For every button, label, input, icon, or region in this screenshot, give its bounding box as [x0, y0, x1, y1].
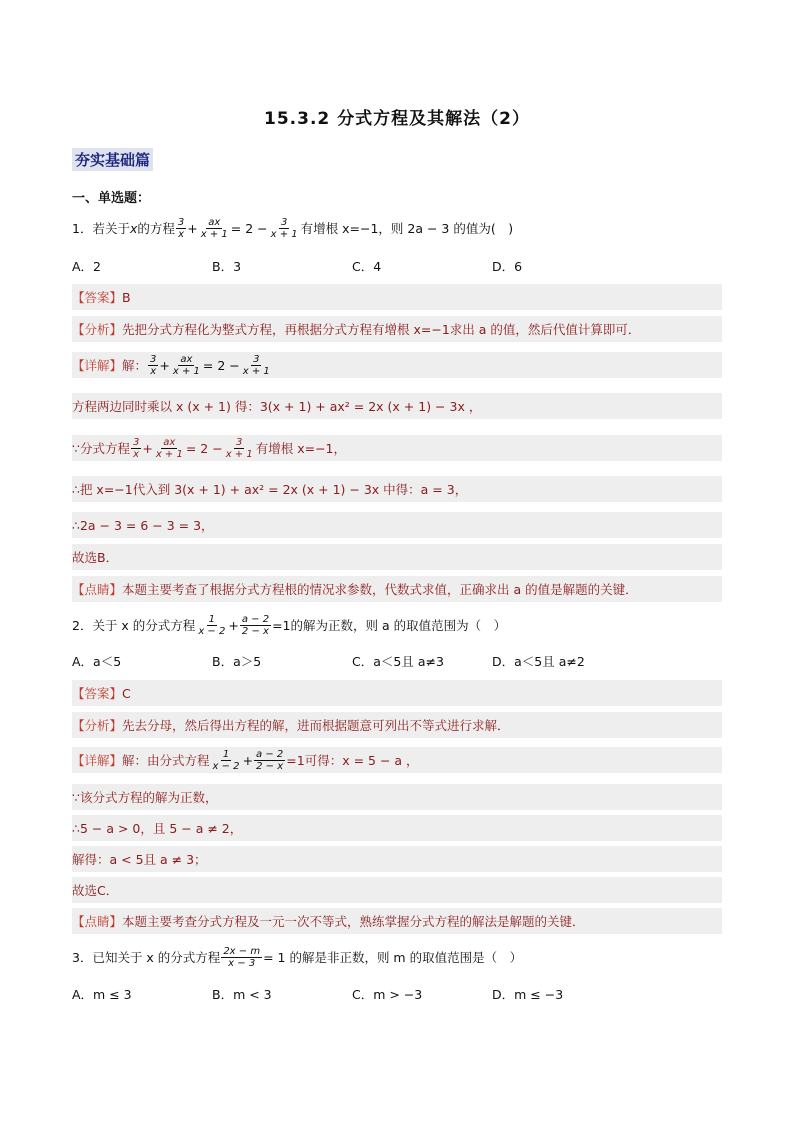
q2-options — [72, 648, 722, 674]
q2-answer: 【答案】 C — [72, 680, 722, 706]
q1-step-1: 方程两边同时乘以 x (x + 1) 得：3(x + 1) + ax² = 2x (x + 1) − 3x ， — [72, 393, 722, 419]
q1-analysis: 【分析】 先把分式方程化为整式方程，再根据分式方程有增根 x=−1求出 a 的值，然后代值计算即可． — [72, 316, 722, 342]
q1-detail: 【详解】 解： $\frac{3}{x}$ + $\frac{ax}{x + 1}$ = 2 − $\frac{3}{x + 1}$ — [72, 352, 722, 378]
q1-options — [72, 253, 722, 279]
q2-comment: 【点睛】 本题主要考查分式方程及一元一次不等式，熟练掌握分式方程的解法是解题的关键． — [72, 908, 722, 934]
q2-step-4: 故选C． — [72, 877, 722, 903]
q2-step-3: 解得：a < 5且 a ≠ 3； — [72, 846, 722, 872]
option-b[interactable]: B．m < 3 — [212, 987, 272, 1002]
q2-step-2: ∴5 − a > 0，且 5 − a ≠ 2， — [72, 815, 722, 841]
q1-comment: 【点睛】 本题主要考查了根据分式方程根的情况求参数，代数式求值，正确求出 a 的值是解题的关键． — [72, 576, 722, 602]
question-3: 3．已知关于 x 的分式方程 $\frac{2x - m}{x - 3}$ = 1 的解是非正数，则 m 的取值范围是（ ） — [72, 945, 523, 969]
section-label: 夯实基础篇 — [72, 148, 153, 171]
option-a[interactable]: A．a＜5 — [72, 654, 122, 669]
fraction: $\frac{2x - m}{x - 3}$ — [223, 945, 261, 969]
option-d[interactable]: D．a＜5且 a≠2 — [492, 654, 585, 669]
q2-analysis: 【分析】 先去分母，然后得出方程的解，进而根据题意可列出不等式进行求解． — [72, 712, 722, 738]
question-1: 1．若关于 x 的方程 $\frac{3}{x}$ + $\frac{ax}{x + 1}$ = 2 − $\frac{3}{x + 1}$ 有增根 x=−1，则 2a − 3 的值为( ) — [72, 216, 514, 240]
q1-step-4: ∴2a − 3 = 6 − 3 = 3， — [72, 512, 722, 538]
option-b[interactable]: B．3 — [212, 259, 242, 274]
option-c[interactable]: C．m > −3 — [352, 987, 423, 1002]
option-a[interactable]: A．m ≤ 3 — [72, 987, 132, 1002]
q1-step-2: ∵分式方程 $\frac{3}{x}$ + $\frac{ax}{x + 1}$ = 2 − $\frac{3}{x + 1}$ 有增根 x=−1， — [72, 435, 722, 461]
q2-detail: 【详解】 解：由分式方程 $\frac{1}{x - 2}$ + $\frac{a - 2}{2 - x}$ =1可得：x = 5 − a ， — [72, 747, 722, 773]
fraction: $\frac{1}{x - 2}$ — [198, 613, 226, 637]
fraction: $\frac{3}{x}$ — [177, 216, 185, 240]
page-title: 15.3.2 分式方程及其解法（2） — [264, 109, 530, 129]
option-c[interactable]: C．4 — [352, 259, 382, 274]
fraction: $\frac{ax}{x + 1}$ — [200, 216, 228, 240]
option-d[interactable]: D．m ≤ −3 — [492, 987, 564, 1002]
q3-options — [72, 981, 722, 1007]
option-c[interactable]: C．a＜5且 a≠3 — [352, 654, 444, 669]
q1-answer: 【答案】 B — [72, 284, 722, 310]
fraction: $\frac{3}{x + 1}$ — [270, 216, 298, 240]
question-2: 2．关于 x 的分式方程 $\frac{1}{x - 2}$ + $\frac{a - 2}{2 - x}$ =1的解为正数，则 a 的取值范围为（ ） — [72, 613, 507, 637]
option-b[interactable]: B．a＞5 — [212, 654, 262, 669]
option-a[interactable]: A．2 — [72, 259, 102, 274]
q1-step-3: ∴把 x=−1代入到 3(x + 1) + ax² = 2x (x + 1) − 3x 中得：a = 3， — [72, 476, 722, 502]
q1-step-5: 故选B． — [72, 544, 722, 570]
q2-step-1: ∵该分式方程的解为正数， — [72, 784, 722, 810]
fraction: $\frac{a - 2}{2 - x}$ — [241, 613, 270, 637]
section-heading: 一、单选题： — [72, 191, 151, 206]
option-d[interactable]: D．6 — [492, 259, 523, 274]
